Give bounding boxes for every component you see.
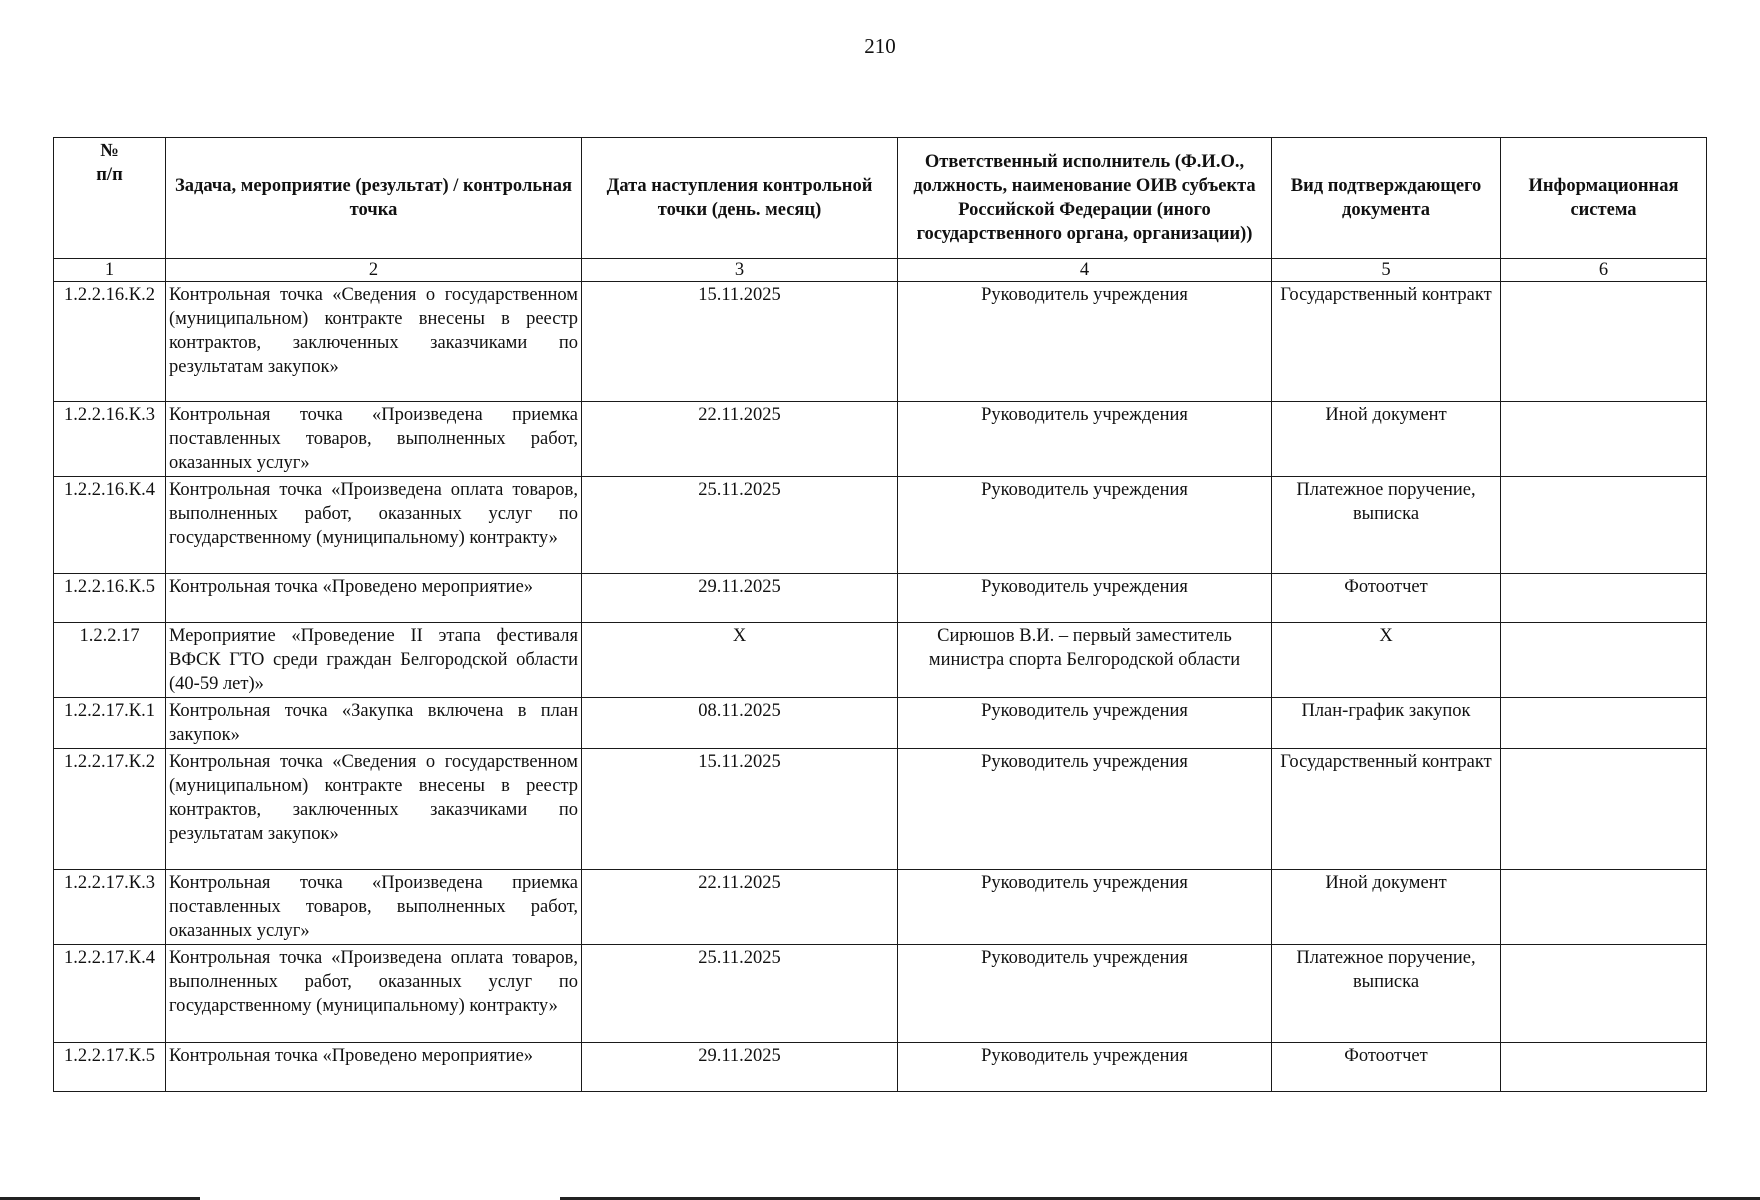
- row-task: Контрольная точка «Произведена оплата товаров, выполненных работ, оказанных услуг по государственному (муниципальному) контракту»: [166, 945, 582, 1043]
- row-date: 15.11.2025: [582, 749, 898, 870]
- header-document: Вид подтверждающего документа: [1272, 138, 1501, 259]
- row-code: 1.2.2.17.К.2: [54, 749, 166, 870]
- column-number: 2: [166, 259, 582, 282]
- column-number: 5: [1272, 259, 1501, 282]
- row-system: [1501, 402, 1707, 477]
- row-task: Контрольная точка «Сведения о государственном (муниципальном) контракте внесены в реестр контрактов, заключенных заказчиками по результатам закупок»: [166, 749, 582, 870]
- row-task: Контрольная точка «Проведено мероприятие»: [166, 574, 582, 623]
- row-system: [1501, 623, 1707, 698]
- row-code: 1.2.2.16.К.4: [54, 477, 166, 574]
- column-number: 3: [582, 259, 898, 282]
- header-task: Задача, мероприятие (результат) / контрольная точка: [166, 138, 582, 259]
- table-row: [54, 1043, 1707, 1092]
- row-responsible: Руководитель учреждения: [898, 870, 1272, 945]
- row-code: 1.2.2.17.К.1: [54, 698, 166, 749]
- row-date: 25.11.2025: [582, 477, 898, 574]
- row-document: План-график закупок: [1272, 698, 1501, 749]
- row-responsible: Руководитель учреждения: [898, 749, 1272, 870]
- row-date: 22.11.2025: [582, 870, 898, 945]
- table-row: [54, 749, 1707, 870]
- row-code: 1.2.2.17.К.5: [54, 1043, 166, 1092]
- row-responsible: Руководитель учреждения: [898, 1043, 1272, 1092]
- table-row: [54, 870, 1707, 945]
- row-task: Контрольная точка «Сведения о государственном (муниципальном) контракте внесены в реестр контрактов, заключенных заказчиками по результатам закупок»: [166, 282, 582, 402]
- row-responsible: Руководитель учреждения: [898, 477, 1272, 574]
- row-date: 08.11.2025: [582, 698, 898, 749]
- row-responsible: Руководитель учреждения: [898, 574, 1272, 623]
- row-date: 22.11.2025: [582, 402, 898, 477]
- row-task: Контрольная точка «Проведено мероприятие»: [166, 1043, 582, 1092]
- row-date: Х: [582, 623, 898, 698]
- row-system: [1501, 870, 1707, 945]
- row-date: 29.11.2025: [582, 574, 898, 623]
- row-date: 29.11.2025: [582, 1043, 898, 1092]
- page-number: 210: [864, 34, 896, 58]
- row-document: Х: [1272, 623, 1501, 698]
- row-document: Фотоотчет: [1272, 1043, 1501, 1092]
- row-task: Контрольная точка «Произведена приемка поставленных товаров, выполненных работ, оказанных услуг»: [166, 870, 582, 945]
- table-row: [54, 945, 1707, 1043]
- row-system: [1501, 945, 1707, 1043]
- column-number: 1: [54, 259, 166, 282]
- row-responsible: Руководитель учреждения: [898, 282, 1272, 402]
- row-document: Иной документ: [1272, 870, 1501, 945]
- table-row: [54, 574, 1707, 623]
- header-responsible: Ответственный исполнитель (Ф.И.О., должность, наименование ОИВ субъекта Российской Федерации (иного государственного органа, организации)): [898, 138, 1272, 259]
- row-code: 1.2.2.17: [54, 623, 166, 698]
- row-responsible: Сирюшов В.И. – первый заместитель министра спорта Белгородской области: [898, 623, 1272, 698]
- row-document: Иной документ: [1272, 402, 1501, 477]
- column-numbers-row: [54, 259, 1707, 282]
- row-date: 15.11.2025: [582, 282, 898, 402]
- row-code: 1.2.2.16.К.2: [54, 282, 166, 402]
- row-document: Государственный контракт: [1272, 749, 1501, 870]
- table-row: [54, 282, 1707, 402]
- row-document: Платежное поручение, выписка: [1272, 477, 1501, 574]
- header-number: [54, 138, 166, 259]
- header-date: Дата наступления контрольной точки (день. месяц): [582, 138, 898, 259]
- column-number: 4: [898, 259, 1272, 282]
- header-number-abbr: п/п: [96, 165, 123, 185]
- column-number: 6: [1501, 259, 1707, 282]
- row-system: [1501, 574, 1707, 623]
- row-task: Мероприятие «Проведение II этапа фестиваля ВФСК ГТО среди граждан Белгородской области (40-59 лет)»: [166, 623, 582, 698]
- row-task: Контрольная точка «Произведена приемка поставленных товаров, выполненных работ, оказанных услуг»: [166, 402, 582, 477]
- row-date: 25.11.2025: [582, 945, 898, 1043]
- control-points-table: [53, 137, 1707, 1092]
- row-responsible: Руководитель учреждения: [898, 945, 1272, 1043]
- table-row: [54, 477, 1707, 574]
- row-code: 1.2.2.16.К.5: [54, 574, 166, 623]
- row-code: 1.2.2.17.К.3: [54, 870, 166, 945]
- table-row: [54, 623, 1707, 698]
- row-task: Контрольная точка «Произведена оплата товаров, выполненных работ, оказанных услуг по государственному (муниципальному) контракту»: [166, 477, 582, 574]
- row-code: 1.2.2.16.К.3: [54, 402, 166, 477]
- row-responsible: Руководитель учреждения: [898, 698, 1272, 749]
- header-number-sign: №: [100, 141, 119, 161]
- row-system: [1501, 282, 1707, 402]
- row-document: Фотоотчет: [1272, 574, 1501, 623]
- header-system: Информационная система: [1501, 138, 1707, 259]
- row-system: [1501, 749, 1707, 870]
- row-task: Контрольная точка «Закупка включена в план закупок»: [166, 698, 582, 749]
- table-header-row: [54, 138, 1707, 259]
- table-row: [54, 698, 1707, 749]
- row-document: Платежное поручение, выписка: [1272, 945, 1501, 1043]
- row-code: 1.2.2.17.К.4: [54, 945, 166, 1043]
- row-document: Государственный контракт: [1272, 282, 1501, 402]
- row-system: [1501, 698, 1707, 749]
- row-responsible: Руководитель учреждения: [898, 402, 1272, 477]
- row-system: [1501, 1043, 1707, 1092]
- row-system: [1501, 477, 1707, 574]
- table-row: [54, 402, 1707, 477]
